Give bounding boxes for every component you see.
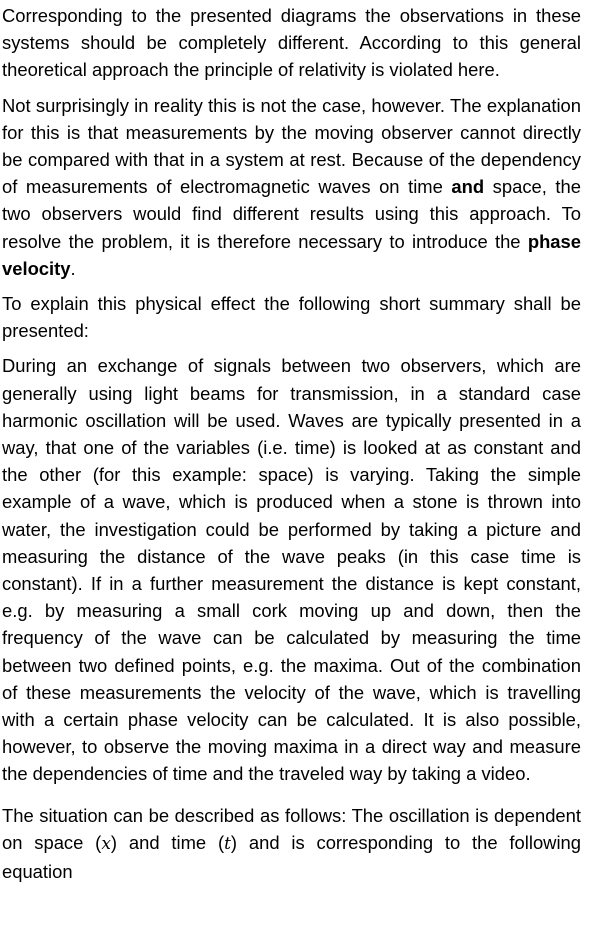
math-variable-x: x [101,833,111,854]
text-run: The situation can be described as follows: The oscillation is dependent on space ( [2,804,581,853]
bold-term-phase-velocity: phase velocity [2,230,581,279]
paragraph-diagrams-observations: Corresponding to the presented diagrams the observations in these systems should be completely different. According to this general theoretical approach the principle of relativity is violated here. [2,5,581,81]
document-page [2,2,581,893]
paragraph-summary-intro: To explain this physical effect the following short summary shall be presented: [2,293,581,342]
paragraph-signal-exchange: During an exchange of signals between two observers, which are generally using light beams for transmission, in a standard case harmonic oscillation will be used. Waves are typically presented in a way, that one of the variables (i.e. time) is looked at as constant and the other (for this example: space) is varying. Taking the simple example of a wave, which is produced when a stone is thrown into water, the investigation could be performed by taking a picture and measuring the distance of the wave peaks (in this case time is constant). If in a further measurement the distance is kept constant, e.g. by measuring a small cork moving up and down, then the frequency of the wave can be calculated by measuring the time between two defined points, e.g. the maxima. Out of the combination of these measurements the velocity of the wave, which is travelling with a certain phase velocity can be calculated. It is also possible, however, to observe the moving maxima in a direct way and measure the dependencies of time and the traveled way by taking a video. [2,355,581,785]
text-run: Not surprisingly in reality this is not the case, however. The explanation for this is that measurements by the moving observer cannot directly be compared with that in a system at rest. Because of the dependency of measurements of electromagnetic waves on time [2,94,581,198]
text-run: ) and is corresponding to the following equation [2,831,581,883]
text-run: . [70,257,76,279]
math-variable-t: t [224,833,231,854]
paragraph-oscillation-equation [2,802,581,886]
bold-term-and: and [451,176,485,198]
paragraph-phase-velocity-intro [2,92,581,282]
text-run: space, the two observers would find different results using this approach. To resolve the problem, it is therefore necessary to introduce the [2,176,581,252]
text-run: ) and time ( [110,831,225,853]
